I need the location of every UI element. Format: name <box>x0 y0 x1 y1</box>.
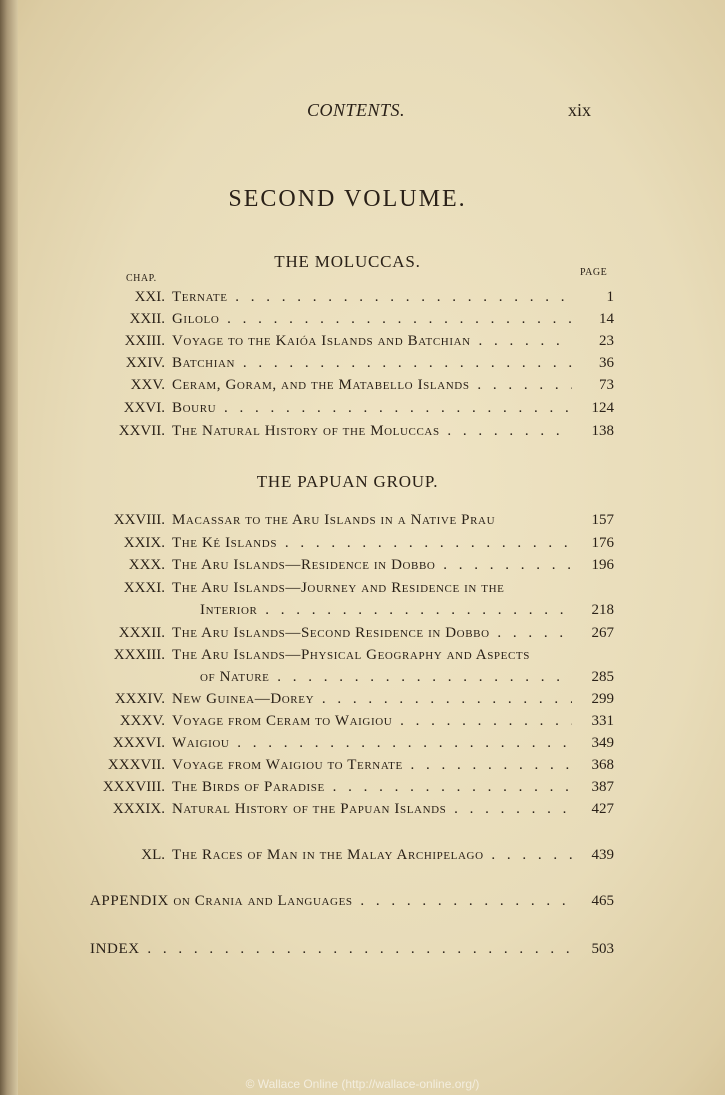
chapter-title: The Aru Islands—Second Residence in Dobbo . . . <box>172 622 572 644</box>
chap-column-label: CHAP. <box>126 273 157 284</box>
page-ref: 387 <box>591 779 614 795</box>
toc-entry[interactable] <box>0 710 725 732</box>
chapter-title: Ternate . . . <box>172 286 572 308</box>
toc-entry[interactable] <box>0 532 725 554</box>
chapter-title: Ceram, Goram, and the Matabello Islands . . . <box>172 374 572 396</box>
running-title: CONTENTS. <box>307 100 406 120</box>
chapter-number: XXVII. <box>118 423 165 439</box>
toc-entry-continuation[interactable] <box>0 599 725 621</box>
chapter-number: XXXVI. <box>112 735 165 751</box>
chapter-title: The Birds of Paradise . . . <box>172 776 572 798</box>
chapter-number: XXII. <box>129 311 165 327</box>
toc-entry[interactable] <box>0 286 725 308</box>
toc-appendix[interactable] <box>0 890 725 912</box>
chapter-title: New Guinea—Dorey . . . <box>172 688 572 710</box>
toc-entry[interactable] <box>0 644 725 666</box>
volume-title: SECOND VOLUME. <box>228 186 467 212</box>
page-ref: 285 <box>591 669 614 685</box>
toc-entry-continuation[interactable] <box>0 666 725 688</box>
toc-entry[interactable] <box>0 374 725 396</box>
page-ref: 368 <box>591 757 614 773</box>
toc-entry[interactable] <box>0 509 725 531</box>
page-ref: 349 <box>591 735 614 751</box>
chapter-number: XXIX. <box>123 535 165 551</box>
toc-index[interactable] <box>0 938 725 960</box>
toc-entry[interactable] <box>0 688 725 710</box>
chapter-number: XXI. <box>134 289 165 305</box>
chapter-number: XL. <box>141 847 165 863</box>
chapter-title: Bouru . . . <box>172 397 572 419</box>
toc-entry[interactable] <box>0 554 725 576</box>
chapter-number: XXXI. <box>123 580 165 596</box>
toc-entry[interactable] <box>0 397 725 419</box>
toc-entry[interactable] <box>0 308 725 330</box>
toc-entry[interactable] <box>0 798 725 820</box>
chapter-title: Voyage to the Kaióa Islands and Batchian . . . <box>172 330 572 352</box>
page-ref: 427 <box>591 801 614 817</box>
toc-entry[interactable] <box>0 622 725 644</box>
chapter-title: The Ké Islands . . . <box>172 532 572 554</box>
chapter-title: Voyage from Ceram to Waigiou . . . <box>172 710 572 732</box>
chapter-title: Batchian . . . <box>172 352 572 374</box>
page-ref: 36 <box>599 355 614 371</box>
chapter-number: XXVI. <box>123 400 165 416</box>
section-title-moluccas: THE MOLUCCAS. <box>274 252 421 271</box>
toc-entry[interactable] <box>0 577 725 599</box>
page-ref: 439 <box>591 847 614 863</box>
chapter-number: XXXIII. <box>113 647 165 663</box>
chapter-number: XXXII. <box>118 625 165 641</box>
page-ref: 14 <box>599 311 614 327</box>
running-header <box>0 100 725 124</box>
toc-entry[interactable] <box>0 776 725 798</box>
page-number: xix <box>568 100 592 120</box>
page-ref: 124 <box>591 400 614 416</box>
chapter-title: The Aru Islands—Physical Geography and Aspects <box>172 647 530 663</box>
page-ref: 218 <box>591 602 614 618</box>
page-ref: 465 <box>591 893 614 909</box>
chapter-title: The Aru Islands—Journey and Residence in the <box>172 580 505 596</box>
appendix-title: on Crania and Languages <box>173 893 353 909</box>
chapter-title: Voyage from Waigiou to Ternate . . . <box>172 754 572 776</box>
chapter-number: XXXIX. <box>112 801 165 817</box>
page-ref: 267 <box>591 625 614 641</box>
chapter-number: XXXIV. <box>114 691 165 707</box>
toc-entry[interactable] <box>0 352 725 374</box>
page-ref: 73 <box>599 377 614 393</box>
chapter-title-continuation: Interior . . . <box>200 599 572 621</box>
page-ref: 1 <box>606 289 614 305</box>
toc-entry[interactable] <box>0 844 725 866</box>
chapter-number: XXXV. <box>119 713 165 729</box>
page-ref: 196 <box>591 557 614 573</box>
page-ref: 157 <box>591 512 614 528</box>
chapter-title: The Aru Islands—Residence in Dobbo . . . <box>172 554 572 576</box>
appendix-entry <box>90 890 572 912</box>
chapter-title: Waigiou . . . <box>172 732 572 754</box>
appendix-label: APPENDIX <box>90 893 169 909</box>
toc-entry[interactable] <box>0 732 725 754</box>
chapter-number: XXIII. <box>124 333 165 349</box>
chapter-title: The Natural History of the Moluccas . . . <box>172 420 572 442</box>
toc-entry[interactable] <box>0 420 725 442</box>
chapter-number: XXIV. <box>125 355 165 371</box>
chapter-title: Macassar to the Aru Islands in a Native Prau <box>172 512 496 528</box>
watermark: © Wallace Online (http://wallace-online.org/) <box>245 1077 480 1091</box>
toc-entry[interactable] <box>0 330 725 352</box>
toc-entry[interactable] <box>0 754 725 776</box>
chapter-number: XXX. <box>128 557 165 573</box>
page-column-label: PAGE <box>580 267 608 278</box>
page-ref: 299 <box>591 691 614 707</box>
page-ref: 138 <box>591 423 614 439</box>
chapter-title: Natural History of the Papuan Islands . . . <box>172 798 572 820</box>
index-label: INDEX . . . <box>90 938 572 960</box>
chapter-number: XXXVII. <box>107 757 165 773</box>
chapter-number: XXVIII. <box>113 512 165 528</box>
chapter-title: Gilolo . . . <box>172 308 572 330</box>
page-ref: 503 <box>591 941 614 957</box>
section-title-papuan: THE PAPUAN GROUP. <box>256 472 439 491</box>
chapter-title-continuation: of Nature . . . <box>200 666 572 688</box>
chapter-number: XXXVIII. <box>102 779 165 795</box>
page-ref: 176 <box>591 535 614 551</box>
chapter-number: XXV. <box>130 377 165 393</box>
chapter-title: The Races of Man in the Malay Archipelago . . . <box>172 844 572 866</box>
page-ref: 23 <box>599 333 614 349</box>
page-ref: 331 <box>591 713 614 729</box>
